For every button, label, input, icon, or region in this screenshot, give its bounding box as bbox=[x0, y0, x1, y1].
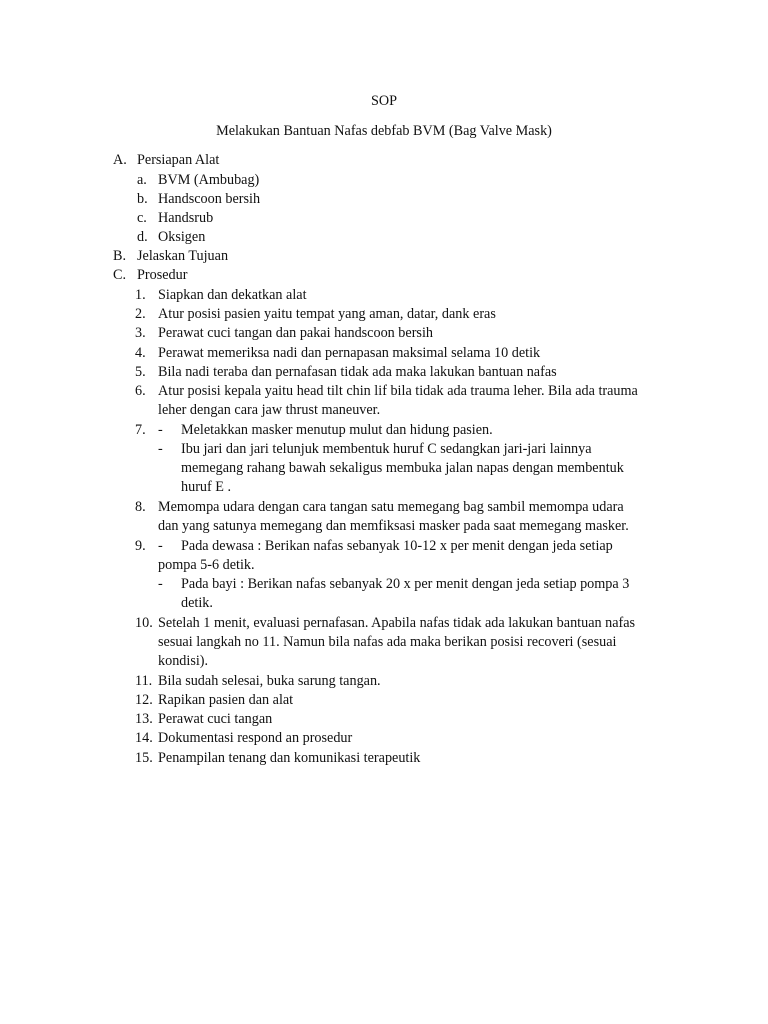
item-label: d. bbox=[137, 229, 148, 245]
bullet-text: Ibu jari dan jari telunjuk membentuk huruf C sedangkan jari-jari lainnya bbox=[181, 441, 592, 457]
step-number: 12. bbox=[135, 692, 153, 708]
step-number: 1. bbox=[135, 287, 146, 303]
bullet-text: Pada dewasa : Berikan nafas sebanyak 10-12 x per menit dengan jeda setiap bbox=[181, 538, 613, 554]
step-number: 4. bbox=[135, 345, 146, 361]
document-subtitle: Melakukan Bantuan Nafas debfab BVM (Bag Valve Mask) bbox=[216, 123, 552, 139]
step-text: sesuai langkah no 11. Namun bila nafas ada maka berikan posisi recoveri (sesuai bbox=[158, 634, 617, 650]
document-title: SOP bbox=[370, 93, 398, 109]
step-text: Rapikan pasien dan alat bbox=[158, 692, 294, 708]
item-text: Handsrub bbox=[158, 210, 214, 226]
step-text: Perawat cuci tangan dan pakai handscoon bersih bbox=[158, 325, 433, 341]
step-text: Dokumentasi respond an prosedur bbox=[158, 730, 353, 746]
step-text: Setelah 1 menit, evaluasi pernafasan. Apabila nafas tidak ada lakukan bantuan nafas bbox=[158, 615, 636, 631]
item-text: Handscoon bersih bbox=[158, 191, 261, 207]
bullet-dash: - bbox=[158, 538, 163, 554]
bullet-dash: - bbox=[158, 441, 163, 457]
step-text: Memompa udara dengan cara tangan satu memegang bag sambil memompa udara bbox=[158, 499, 624, 515]
step-text: dan yang satunya memegang dan memfiksasi masker pada saat memegang masker. bbox=[158, 518, 629, 534]
step-text: Penampilan tenang dan komunikasi terapeutik bbox=[158, 750, 421, 766]
section-label: A. bbox=[113, 152, 127, 168]
section-label: C. bbox=[113, 267, 127, 283]
section-label: B. bbox=[113, 248, 127, 264]
step-text: kondisi). bbox=[158, 653, 209, 669]
step-number: 14. bbox=[135, 730, 153, 746]
step-number: 7. bbox=[135, 422, 146, 438]
item-label: a. bbox=[137, 172, 147, 188]
item-text: BVM (Ambubag) bbox=[158, 172, 260, 188]
item-label: c. bbox=[137, 210, 147, 226]
section-heading: Persiapan Alat bbox=[137, 152, 220, 168]
bullet-dash: - bbox=[158, 422, 163, 438]
bullet-text: Pada bayi : Berikan nafas sebanyak 20 x per menit dengan jeda setiap pompa 3 bbox=[181, 576, 630, 592]
step-number: 11. bbox=[135, 673, 153, 689]
step-text: leher dengan cara jaw thrust maneuver. bbox=[158, 402, 381, 418]
step-text: Siapkan dan dekatkan alat bbox=[158, 287, 307, 303]
step-number: 2. bbox=[135, 306, 146, 322]
bullet-text: pompa 5-6 detik. bbox=[158, 557, 255, 573]
step-text: Perawat cuci tangan bbox=[158, 711, 273, 727]
section-heading: Jelaskan Tujuan bbox=[137, 248, 229, 264]
item-label: b. bbox=[137, 191, 148, 207]
bullet-text: memegang rahang bawah sekaligus membuka jalan napas dengan membentuk bbox=[181, 460, 624, 476]
section-heading: Prosedur bbox=[137, 267, 188, 283]
step-text: Perawat memeriksa nadi dan pernapasan maksimal selama 10 detik bbox=[158, 345, 541, 361]
bullet-dash: - bbox=[158, 576, 163, 592]
step-number: 5. bbox=[135, 364, 146, 380]
bullet-text: detik. bbox=[181, 595, 213, 611]
step-number: 8. bbox=[135, 499, 146, 515]
step-text: Atur posisi kepala yaitu head tilt chin lif bila tidak ada trauma leher. Bila ada trauma bbox=[158, 383, 638, 399]
step-text: Atur posisi pasien yaitu tempat yang aman, datar, dank eras bbox=[158, 306, 496, 322]
step-number: 9. bbox=[135, 538, 146, 554]
bullet-text: huruf E . bbox=[181, 479, 232, 495]
step-text: Bila sudah selesai, buka sarung tangan. bbox=[158, 673, 381, 689]
step-number: 13. bbox=[135, 711, 153, 727]
bullet-text: Meletakkan masker menutup mulut dan hidung pasien. bbox=[181, 422, 493, 438]
step-text: Bila nadi teraba dan pernafasan tidak ada maka lakukan bantuan nafas bbox=[158, 364, 557, 380]
step-number: 6. bbox=[135, 383, 146, 399]
step-number: 10. bbox=[135, 615, 153, 631]
item-text: Oksigen bbox=[158, 229, 206, 245]
step-number: 3. bbox=[135, 325, 146, 341]
step-number: 15. bbox=[135, 750, 153, 766]
